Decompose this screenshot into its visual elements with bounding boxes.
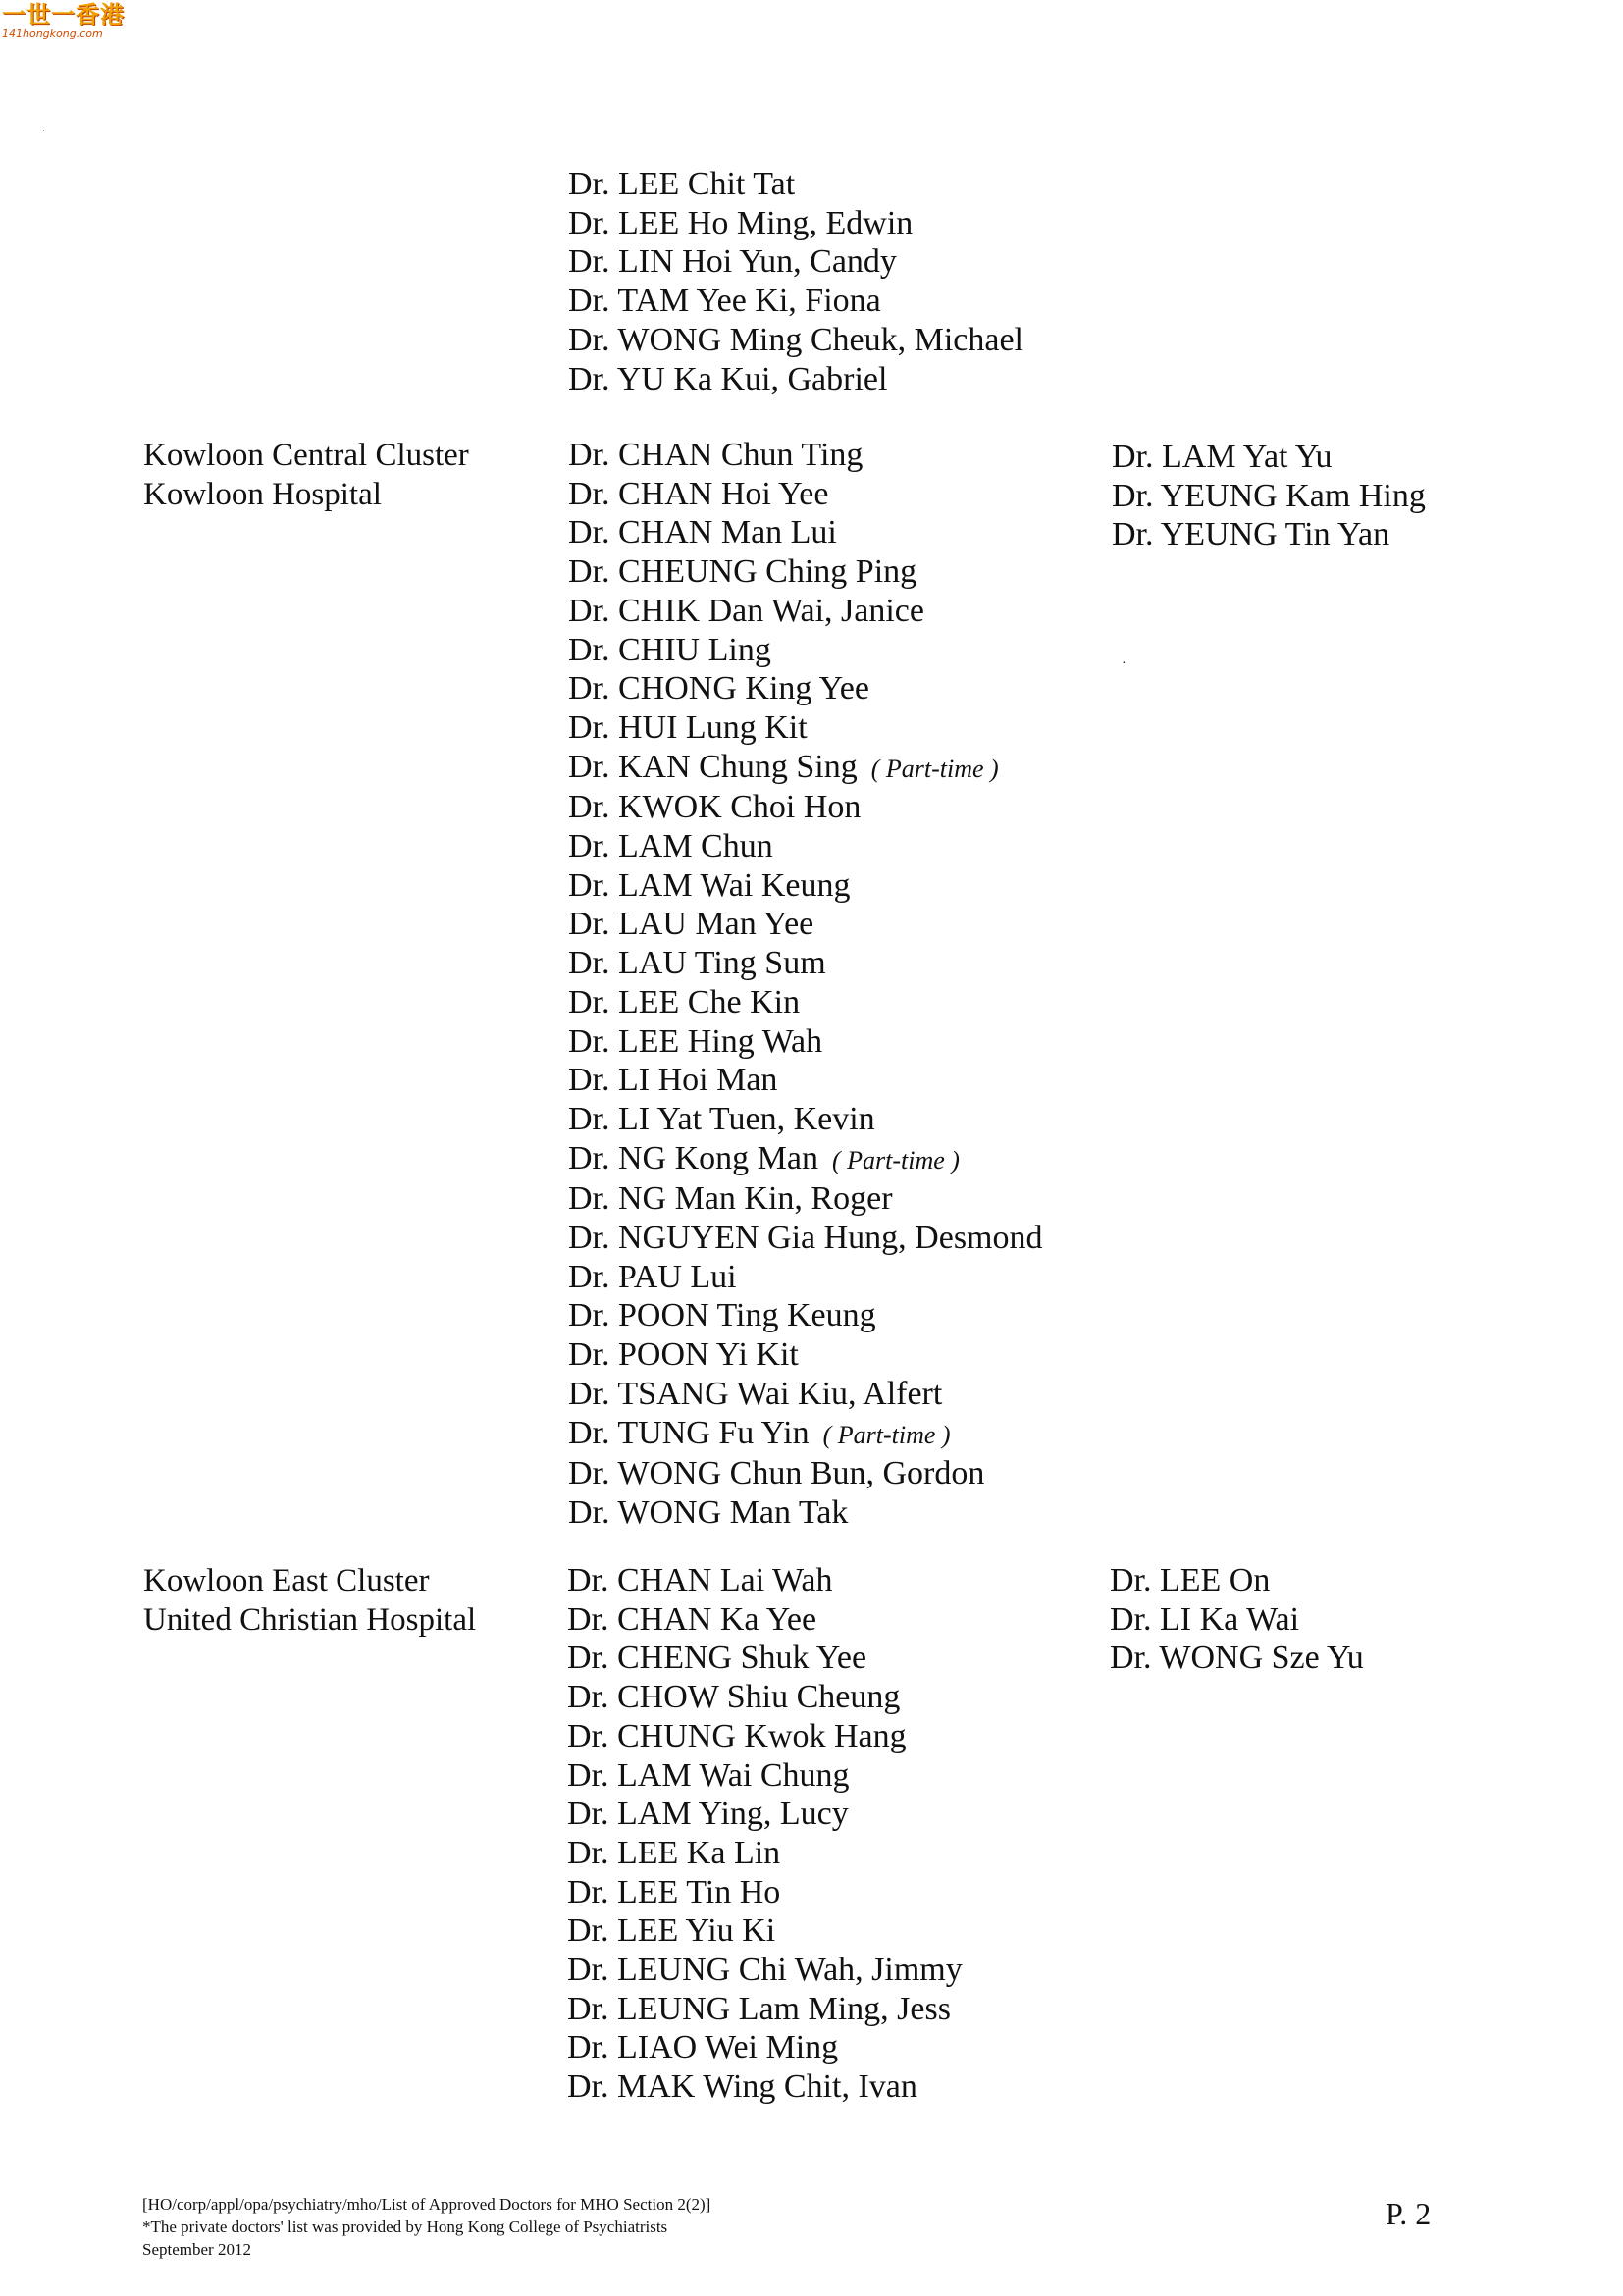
doctor-entry [568,436,1043,475]
doctor-name: Dr. CHONG King Yee [568,670,869,707]
doctor-name: Dr. LAM Wai Chung [567,1756,850,1794]
part-time-note: ( Part-time ) [870,754,999,783]
doctor-name: Dr. CHAN Ka Yee [567,1600,817,1638]
doctor-entry [567,1911,963,1951]
footer-date: September 2012 [142,2240,251,2259]
doctor-name: Dr. LAM Wai Keung [568,866,851,904]
footer [142,2193,710,2261]
doctor-entry [1110,1600,1364,1640]
doctor-name: Dr. YEUNG Kam Hing [1112,477,1426,514]
doctor-name: Dr. LI Ka Wai [1110,1600,1300,1638]
doctor-entry [568,1375,1043,1414]
kowloon-central-doctor-list [568,436,1043,1533]
doctor-entry [568,282,1023,321]
doctor-entry [568,1414,1043,1455]
doctor-entry [1112,438,1426,477]
scan-dot: · [1122,656,1126,671]
footer-note: *The private doctors' list was provided by Hong Kong College of Psychiatrists [142,2218,668,2236]
doctor-name: Dr. POON Ting Keung [568,1297,876,1334]
doctor-entry [568,360,1023,399]
watermark-main: 一世一香港 [2,1,125,28]
kowloon-central-doctor-list-2 [1112,438,1426,554]
doctor-name: Dr. LEE Tin Ho [567,1873,781,1910]
doctor-entry [567,2067,963,2107]
doctor-name: Dr. TAM Yee Ki, Fiona [568,283,881,320]
footer-path: [HO/corp/appl/opa/psychiatry/mho/List of Approved Doctors for MHO Section 2(2)] [142,2195,711,2214]
doctor-name: Dr. TUNG Fu Yin [568,1414,810,1451]
kowloon-east-doctor-list-2 [1110,1561,1364,1678]
doctor-entry [567,1951,963,1990]
doctor-entry [568,242,1023,282]
doctor-entry [568,1061,1043,1100]
doctor-name: Dr. LEUNG Lam Ming, Jess [567,1990,951,2027]
doctor-name: Dr. WONG Man Tak [568,1493,849,1531]
doctor-entry [568,788,1043,827]
continued-doctor-list [568,165,1023,398]
doctor-name: Dr. TSANG Wai Kiu, Alfert [568,1375,943,1412]
site-watermark-logo [2,2,126,47]
doctor-entry [567,1795,963,1834]
cluster-kowloon-east [143,1561,476,1640]
doctor-name: Dr. NG Kong Man [568,1139,818,1176]
doctor-entry [567,1990,963,2029]
doctor-name: Dr. CHAN Lai Wah [567,1562,833,1598]
doctor-name: Dr. LAU Ting Sum [568,945,826,982]
doctor-name: Dr. LEE Che Kin [568,983,801,1020]
doctor-name: Dr. LAM Yat Yu [1112,439,1333,475]
doctor-name: Dr. CHAN Hoi Yee [568,475,829,512]
doctor-name: Dr. LI Hoi Man [568,1062,778,1099]
doctor-name: Dr. LEE Ka Lin [567,1834,781,1871]
doctor-name: Dr. WONG Sze Yu [1110,1640,1364,1677]
hospital-name: United Christian Hospital [143,1602,477,1638]
doctor-entry [568,669,1043,708]
doctor-name: Dr. LEE Hing Wah [568,1022,823,1060]
doctor-entry [568,1179,1043,1219]
doctor-name: Dr. LEE Yiu Ki [567,1912,776,1950]
doctor-entry [568,1219,1043,1258]
doctor-entry [568,552,1043,592]
doctor-entry [568,1100,1043,1139]
doctor-entry [567,1561,963,1600]
doctor-name: Dr. CHAN Man Lui [568,514,837,551]
doctor-name: Dr. NGUYEN Gia Hung, Desmond [568,1220,1043,1257]
part-time-note: ( Part-time ) [831,1145,960,1174]
doctor-entry [1110,1561,1364,1600]
doctor-name: Dr. LEE Chit Tat [568,166,796,202]
doctor-entry [1110,1639,1364,1678]
doctor-entry [568,1296,1043,1335]
doctor-entry [568,1139,1043,1180]
doctor-name: Dr. CHUNG Kwok Hang [567,1717,907,1754]
doctor-entry [568,983,1043,1022]
doctor-entry [1112,477,1426,516]
doctor-entry [568,513,1043,552]
doctor-name: Dr. KAN Chung Sing [568,748,858,785]
doctor-entry [567,1717,963,1756]
doctor-name: Dr. PAU Lui [568,1258,737,1295]
doctor-entry [567,1639,963,1678]
doctor-entry [567,1600,963,1640]
doctor-name: Dr. CHENG Shuk Yee [567,1640,867,1677]
doctor-name: Dr. POON Yi Kit [568,1336,799,1374]
cluster-name: Kowloon East Cluster [143,1563,430,1598]
doctor-entry [568,866,1043,906]
kowloon-east-doctor-list [567,1561,963,2107]
doctor-name: Dr. HUI Lung Kit [568,708,808,746]
doctor-name: Dr. LIN Hoi Yun, Candy [568,243,897,281]
doctor-entry [567,1756,963,1796]
doctor-name: Dr. LEUNG Chi Wah, Jimmy [567,1952,963,1989]
doctor-entry [568,905,1043,944]
doctor-entry [568,1454,1043,1493]
doctor-name: Dr. LIAO Wei Ming [567,2029,839,2066]
watermark-sub: 141hongkong.com [2,27,103,40]
doctor-name: Dr. YU Ka Kui, Gabriel [568,360,888,397]
hospital-name: Kowloon Hospital [143,477,382,512]
doctor-entry [568,165,1023,204]
part-time-note: ( Part-time ) [822,1420,951,1449]
doctor-name: Dr. WONG Ming Cheuk, Michael [568,321,1023,358]
doctor-entry [568,1258,1043,1297]
doctor-entry [1112,515,1426,554]
doctor-name: Dr. LI Yat Tuen, Kevin [568,1100,875,1137]
doctor-name: Dr. LAM Ying, Lucy [567,1796,849,1833]
doctor-entry [567,1678,963,1717]
doctor-name: Dr. CHIK Dan Wai, Janice [568,592,924,629]
doctor-entry [568,827,1043,866]
doctor-entry [568,204,1023,243]
doctor-entry [568,748,1043,789]
doctor-name: Dr. LAM Chun [568,828,773,865]
doctor-entry [568,708,1043,748]
doctor-entry [568,1022,1043,1062]
doctor-entry [568,321,1023,360]
doctor-entry [568,1493,1043,1533]
doctor-name: Dr. NG Man Kin, Roger [568,1180,893,1218]
cluster-name: Kowloon Central Cluster [143,438,469,473]
cluster-kowloon-central [143,436,469,514]
doctor-entry [568,1335,1043,1375]
doctor-entry [567,1873,963,1912]
doctor-name: Dr. MAK Wing Chit, Ivan [567,2068,917,2106]
doctor-entry [567,2028,963,2067]
doctor-name: Dr. WONG Chun Bun, Gordon [568,1455,985,1492]
doctor-entry [568,592,1043,631]
doctor-name: Dr. CHEUNG Ching Ping [568,553,917,591]
doctor-entry [568,944,1043,983]
doctor-name: Dr. CHOW Shiu Cheung [567,1679,901,1716]
doctor-entry [567,1834,963,1873]
scan-mark: ˙ [41,128,46,142]
doctor-entry [568,475,1043,514]
doctor-name: Dr. LEE Ho Ming, Edwin [568,204,914,241]
doctor-name: Dr. LAU Man Yee [568,906,814,943]
doctor-name: Dr. LEE On [1110,1562,1271,1598]
doctor-name: Dr. CHIU Ling [568,631,771,668]
doctor-entry [568,631,1043,670]
page-number: P. 2 [1386,2196,1432,2231]
doctor-name: Dr. CHAN Chun Ting [568,437,864,473]
doctor-name: Dr. YEUNG Tin Yan [1112,516,1390,553]
doctor-name: Dr. KWOK Choi Hon [568,789,862,826]
